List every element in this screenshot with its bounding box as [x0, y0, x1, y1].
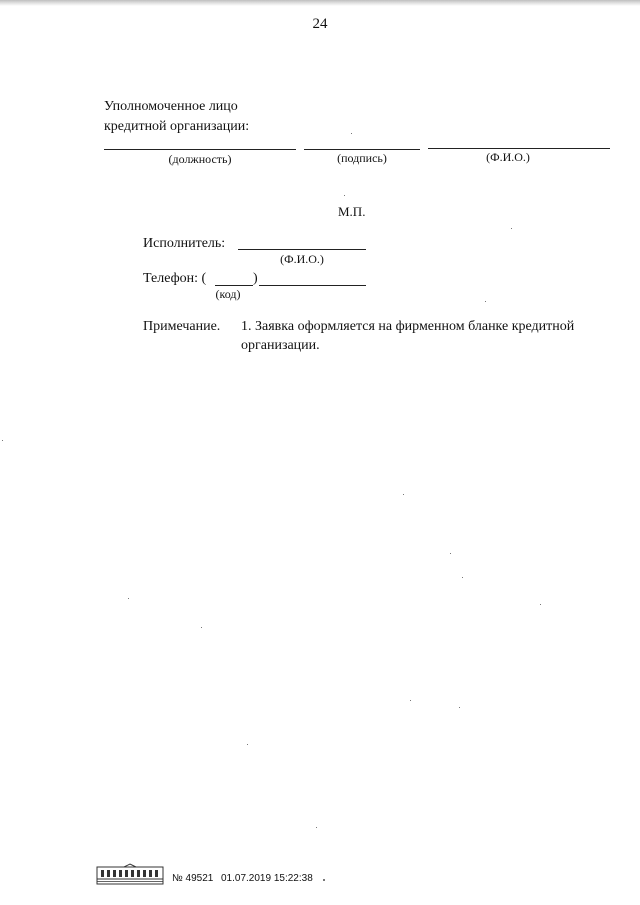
scan-speck [201, 627, 202, 628]
name-line [428, 148, 610, 149]
scan-speck [410, 700, 411, 701]
scan-speck [323, 879, 325, 881]
phone-close-paren: ) [253, 271, 258, 286]
signature-line [304, 149, 420, 150]
note-text-line1: 1. Заявка оформляется на фирменном бланке кредитной [241, 319, 575, 334]
seal-place-label: М.П. [338, 204, 366, 219]
scan-speck [344, 195, 345, 196]
page-number: 24 [312, 16, 328, 32]
signature-caption: (подпись) [337, 151, 387, 165]
name-caption: (Ф.И.О.) [486, 150, 530, 164]
executor-name-caption: (Ф.И.О.) [280, 252, 324, 266]
scan-speck [540, 604, 541, 605]
scan-speck [450, 553, 451, 554]
phone-code-line [215, 285, 253, 286]
scan-speck [316, 827, 317, 828]
note-label: Примечание. [143, 319, 221, 334]
scan-speck [128, 598, 129, 599]
scan-speck [462, 577, 463, 578]
scan-speck [485, 301, 486, 302]
phone-number-line [259, 285, 366, 286]
registration-datetime: 01.07.2019 15:22:38 [221, 873, 313, 884]
credit-organization-label: кредитной организации: [104, 119, 250, 134]
authorized-person-label: Уполномоченное лицо [104, 99, 238, 114]
registry-building-stamp [96, 863, 164, 885]
scan-speck [351, 133, 352, 134]
phone-code-caption: (код) [215, 287, 241, 301]
scan-speck [459, 707, 460, 708]
phone-label: Телефон: ( [143, 271, 207, 286]
position-caption: (должность) [168, 152, 232, 166]
scan-speck [403, 494, 404, 495]
executor-name-line [238, 249, 366, 250]
scan-speck [247, 744, 248, 745]
scan-speck [511, 228, 512, 229]
registration-number: № 49521 [172, 873, 214, 884]
note-text-line2: организации. [241, 338, 320, 353]
scan-top-edge [0, 0, 640, 6]
scan-speck [2, 440, 3, 441]
executor-label: Исполнитель: [143, 236, 226, 251]
position-line [104, 149, 296, 150]
